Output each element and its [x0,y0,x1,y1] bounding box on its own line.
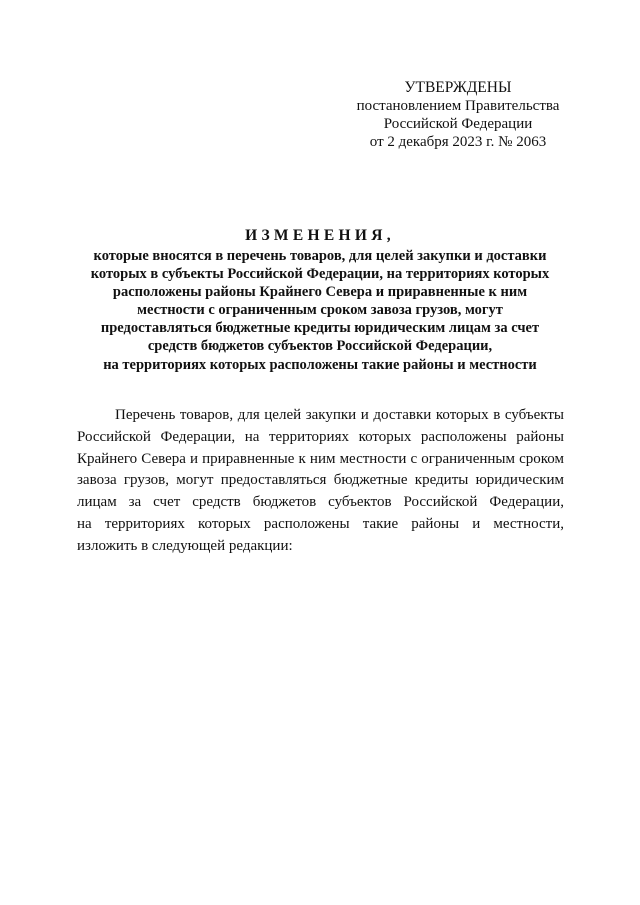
body-line: Российской Федерации, на территориях которых расположены районы [77,428,564,445]
approval-line: Российской Федерации [383,116,533,132]
body-line: Крайнего Севера и приравненные к ним местности с ограниченным сроком [77,450,564,467]
subtitle-line: предоставляться бюджетные кредиты юридическим лицам за счет [100,320,540,337]
subtitle-line: местности с ограниченным сроком завоза грузов, могут [137,302,503,319]
approval-line: постановлением Правительства [356,98,560,114]
document-title: ИЗМЕНЕНИЯ, [245,227,395,244]
document-subtitle [40,247,600,374]
body-line: изложить в следующей редакции: [77,537,293,554]
body-line: завоза грузов, могут предоставляться бюджетные кредиты юридическим [77,472,564,489]
approval-stamp [338,79,578,151]
subtitle-line: которых в субъекты Российской Федерации, на территориях которых [90,266,550,283]
subtitle-line: средств бюджетов субъектов Российской Федерации, [147,338,493,355]
body-line: лицам за счет средств бюджетов субъектов Российской Федерации, [77,494,564,511]
body-line: Перечень товаров, для целей закупки и доставки которых в субъекты [115,407,564,423]
body-paragraph [77,405,564,558]
approval-heading: УТВЕРЖДЕНЫ [404,79,512,96]
body-line: на территориях которых расположены такие районы и местности, [77,515,564,532]
subtitle-line: расположены районы Крайнего Севера и приравненные к ним [112,284,528,301]
approval-line: от 2 декабря 2023 г. № 2063 [369,134,547,150]
subtitle-line: которые вносятся в перечень товаров, для целей закупки и доставки [93,248,547,264]
subtitle-line: на территориях которых расположены такие районы и местности [103,356,537,373]
